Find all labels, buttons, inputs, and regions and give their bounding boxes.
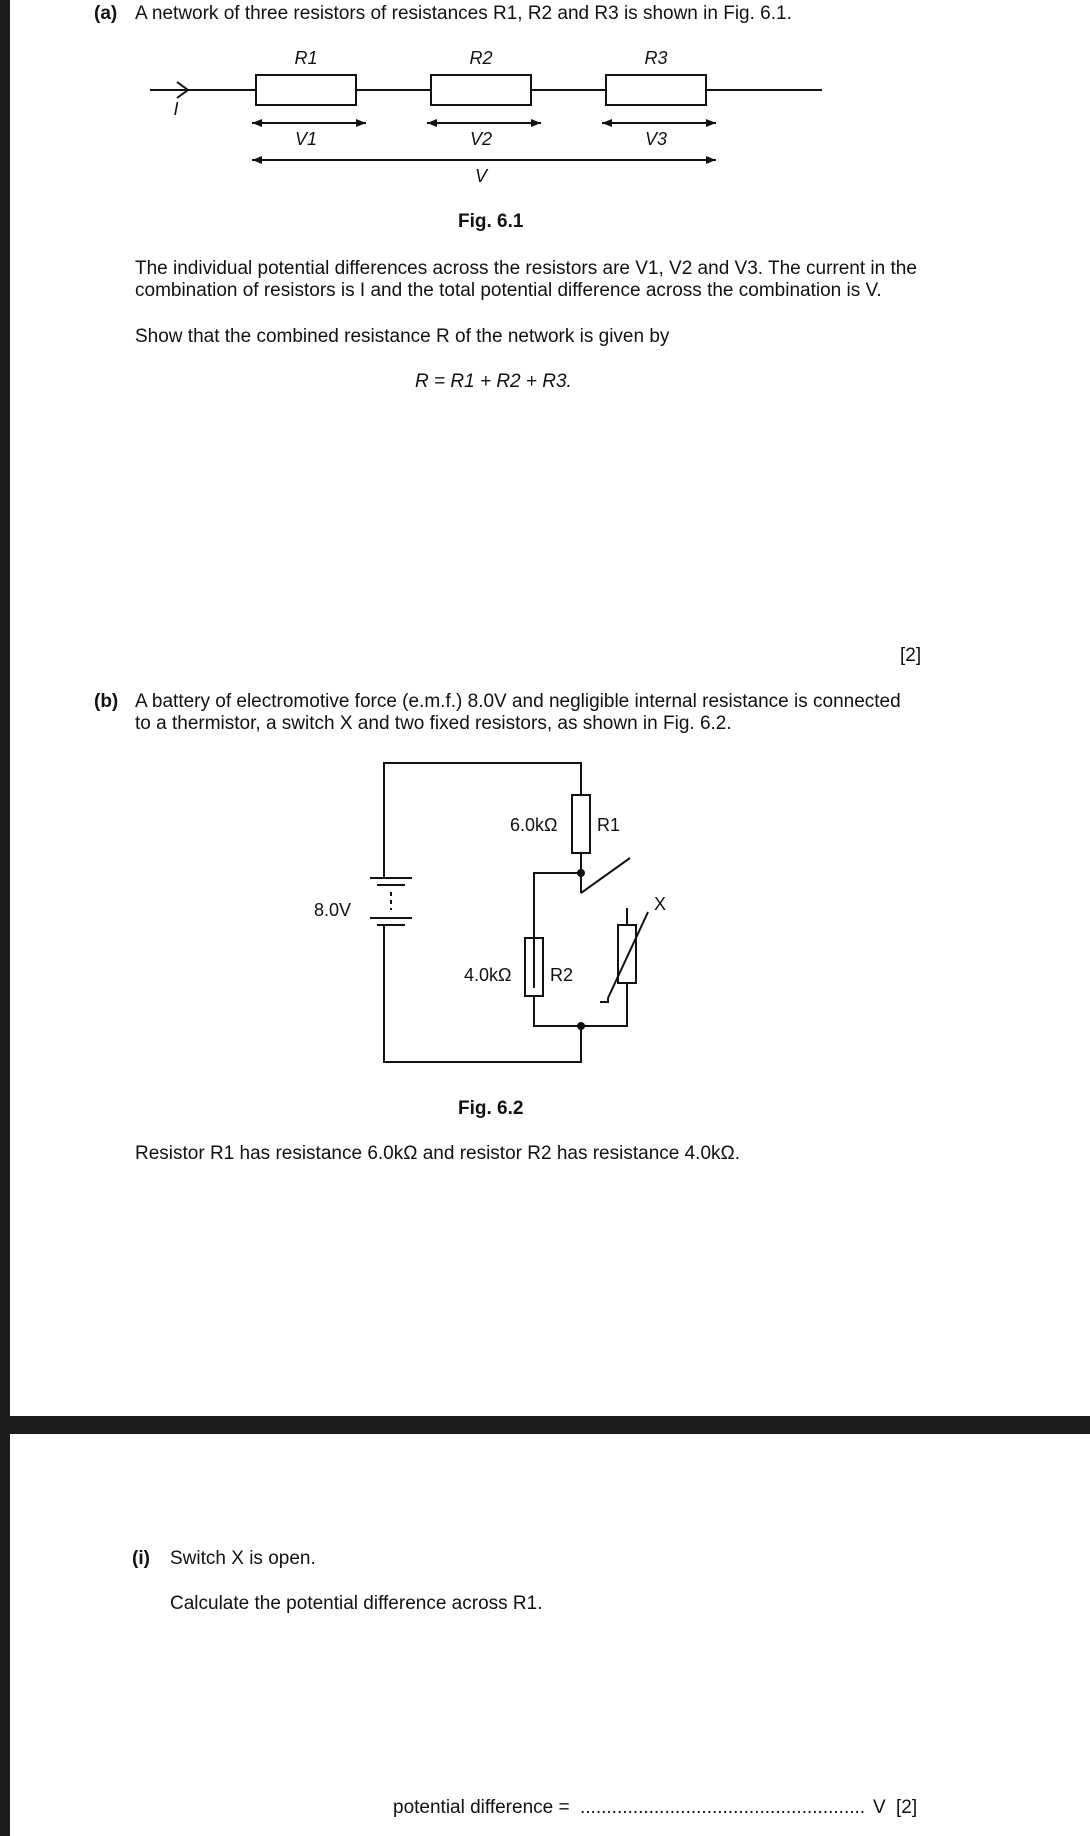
part-b-resistance-text: Resistor R1 has resistance 6.0kΩ and resistor R2 has resistance 4.0kΩ.	[135, 1143, 741, 1164]
figure-6-1-series-resistors	[10, 30, 1090, 210]
part-b-i-marks: [2]	[896, 1797, 918, 1818]
switch-x-label: X	[654, 894, 667, 914]
thermistor-symbol	[618, 925, 636, 983]
figure-6-2-circuit	[10, 740, 1090, 1080]
label-r3: R3	[644, 48, 668, 68]
part-b-text-line-2: to a thermistor, a switch X and two fixed resistors, as shown in Fig. 6.2.	[135, 713, 732, 734]
resistor-r3	[606, 75, 706, 105]
part-a-formula: R = R1 + R2 + R3.	[415, 371, 572, 392]
r2-label: R2	[550, 965, 574, 985]
part-b-text-line-1: A battery of electromotive force (e.m.f.) 8.0V and negligible internal resistance is connected	[135, 691, 901, 712]
label-r2: R2	[469, 48, 493, 68]
label-r1: R1	[294, 48, 318, 68]
part-a-label: (a)	[94, 3, 118, 24]
resistor-r2	[431, 75, 531, 105]
label-v3: V3	[644, 129, 668, 149]
part-a-text-line-1: The individual potential differences across the resistors are V1, V2 and V3. The current in the	[135, 258, 917, 279]
switch-x-blade	[581, 858, 630, 893]
label-v2: V2	[469, 129, 493, 149]
exam-page-1	[10, 0, 1090, 1416]
emf-label: 8.0V	[314, 900, 352, 920]
part-a-instruction: Show that the combined resistance R of the network is given by	[135, 326, 670, 347]
r1-label: R1	[597, 815, 621, 835]
resistor-r1-symbol	[572, 795, 590, 853]
answer-line[interactable]: ......................................................	[580, 1797, 865, 1818]
resistor-r1	[256, 75, 356, 105]
answer-unit: V	[873, 1797, 886, 1818]
part-b-i-question: Calculate the potential difference across R1.	[170, 1593, 543, 1614]
label-current: I	[173, 99, 179, 119]
r2-value-label: 4.0kΩ	[464, 965, 512, 985]
fig-6-1-caption: Fig. 6.1	[458, 211, 524, 232]
label-v1: V1	[294, 129, 318, 149]
part-b-i-text: Switch X is open.	[170, 1548, 316, 1569]
part-b-label: (b)	[94, 691, 119, 712]
exam-page-2	[10, 1434, 1090, 1836]
part-a-intro: A network of three resistors of resistances R1, R2 and R3 is shown in Fig. 6.1.	[135, 3, 792, 24]
part-a-text-line-2: combination of resistors is I and the total potential difference across the combination is V.	[135, 280, 882, 301]
part-b-i-label: (i)	[132, 1548, 150, 1569]
part-a-marks: [2]	[900, 645, 922, 666]
wire-bottom	[384, 925, 581, 1062]
fig-6-2-caption: Fig. 6.2	[458, 1098, 524, 1119]
label-v: V	[474, 166, 488, 186]
answer-label: potential difference =	[393, 1797, 570, 1818]
r1-value-label: 6.0kΩ	[510, 815, 558, 835]
